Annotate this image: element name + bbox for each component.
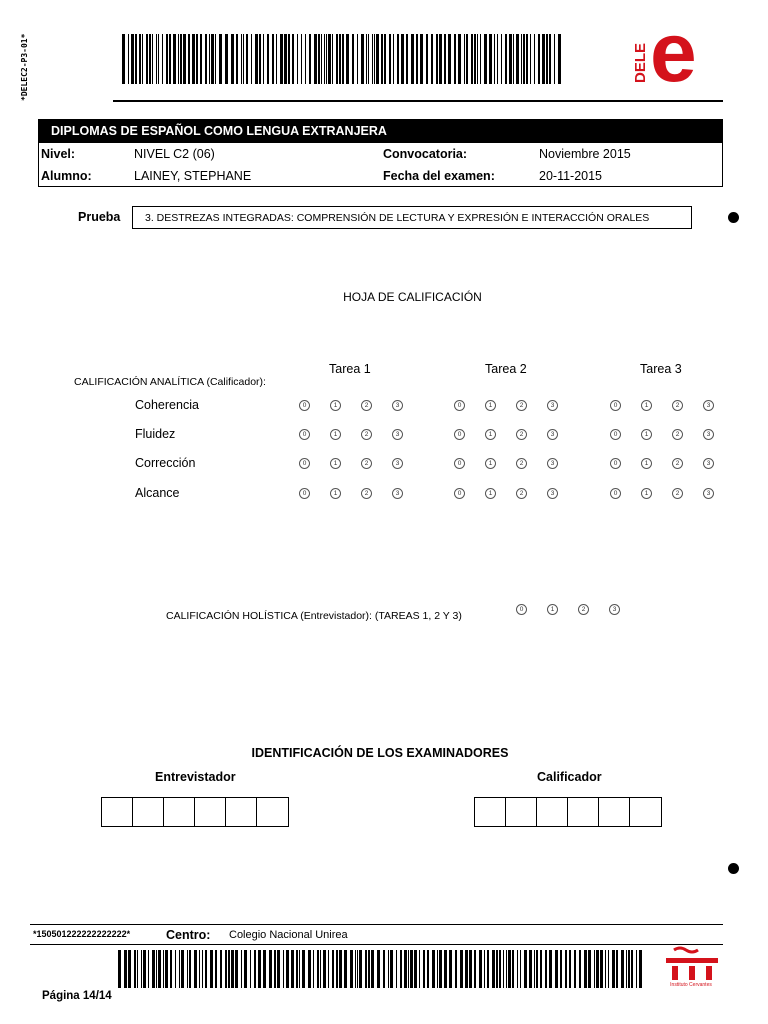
tarea-3-header: Tarea 3 <box>640 362 682 376</box>
info-table-title: DIPLOMAS DE ESPAÑOL COMO LENGUA EXTRANJERA <box>39 120 722 143</box>
score-bubble-t3-corrección-0[interactable]: 0 <box>610 458 621 469</box>
tarea-2-header: Tarea 2 <box>485 362 527 376</box>
score-bubble-t1-coherencia-2[interactable]: 2 <box>361 400 372 411</box>
calificador-id-boxes <box>474 797 662 827</box>
score-bubble-t3-coherencia-0[interactable]: 0 <box>610 400 621 411</box>
score-bubble-t3-fluidez-2[interactable]: 2 <box>672 429 683 440</box>
score-bubble-t3-corrección-1[interactable]: 1 <box>641 458 652 469</box>
score-bubble-t2-corrección-3[interactable]: 3 <box>547 458 558 469</box>
score-bubble-t1-coherencia-0[interactable]: 0 <box>299 400 310 411</box>
score-bubble-t1-fluidez-3[interactable]: 3 <box>392 429 403 440</box>
score-bubble-t1-fluidez-0[interactable]: 0 <box>299 429 310 440</box>
score-bubble-t1-alcance-3[interactable]: 3 <box>392 488 403 499</box>
alumno-value: LAINEY, STEPHANE <box>134 169 252 183</box>
score-bubble-t1-fluidez-1[interactable]: 1 <box>330 429 341 440</box>
id-box[interactable] <box>164 798 195 826</box>
score-bubble-t3-coherencia-3[interactable]: 3 <box>703 400 714 411</box>
centro-value: Colegio Nacional Unirea <box>229 929 348 941</box>
score-bubble-t1-corrección-2[interactable]: 2 <box>361 458 372 469</box>
score-bubble-t3-coherencia-1[interactable]: 1 <box>641 400 652 411</box>
score-bubble-t2-alcance-1[interactable]: 1 <box>485 488 496 499</box>
score-bubble-t1-alcance-0[interactable]: 0 <box>299 488 310 499</box>
page-number: Página 14/14 <box>42 990 112 1002</box>
score-bubble-t2-fluidez-0[interactable]: 0 <box>454 429 465 440</box>
holistic-bubble-3[interactable]: 3 <box>609 604 620 615</box>
score-bubble-t2-alcance-3[interactable]: 3 <box>547 488 558 499</box>
holistic-bubble-2[interactable]: 2 <box>578 604 589 615</box>
id-box[interactable] <box>257 798 288 826</box>
holistic-bubble-1[interactable]: 1 <box>547 604 558 615</box>
nivel-label: Nivel: <box>41 147 76 161</box>
id-box[interactable] <box>226 798 257 826</box>
id-box[interactable] <box>475 798 506 826</box>
prueba-label: Prueba <box>78 210 121 224</box>
score-bubble-t3-fluidez-1[interactable]: 1 <box>641 429 652 440</box>
score-bubble-t2-corrección-0[interactable]: 0 <box>454 458 465 469</box>
score-bubble-t1-alcance-1[interactable]: 1 <box>330 488 341 499</box>
score-bubble-t1-alcance-2[interactable]: 2 <box>361 488 372 499</box>
id-box[interactable] <box>133 798 164 826</box>
score-bubble-t2-coherencia-3[interactable]: 3 <box>547 400 558 411</box>
bottom-barcode <box>118 950 643 988</box>
vertical-form-code: *DELEC2-P3-01* <box>20 33 29 101</box>
header-rule <box>113 100 723 102</box>
score-bubble-t2-fluidez-3[interactable]: 3 <box>547 429 558 440</box>
sheet-title: HOJA DE CALIFICACIÓN <box>343 290 482 304</box>
id-box[interactable] <box>506 798 537 826</box>
id-box[interactable] <box>537 798 568 826</box>
score-bubble-t3-fluidez-0[interactable]: 0 <box>610 429 621 440</box>
score-bubble-t1-corrección-1[interactable]: 1 <box>330 458 341 469</box>
examiners-title: IDENTIFICACIÓN DE LOS EXAMINADORES <box>251 746 509 760</box>
score-bubble-t2-fluidez-2[interactable]: 2 <box>516 429 527 440</box>
criterion-fluidez: Fluidez <box>135 427 176 441</box>
tarea-1-header: Tarea 1 <box>329 362 371 376</box>
analitica-label: CALIFICACIÓN ANALÍTICA (Calificador): <box>74 376 266 388</box>
calificador-label: Calificador <box>537 770 602 784</box>
score-bubble-t2-corrección-2[interactable]: 2 <box>516 458 527 469</box>
score-bubble-t2-alcance-2[interactable]: 2 <box>516 488 527 499</box>
score-bubble-t1-fluidez-2[interactable]: 2 <box>361 429 372 440</box>
criterion-alcance: Alcance <box>135 486 180 500</box>
id-box[interactable] <box>195 798 226 826</box>
score-bubble-t3-alcance-1[interactable]: 1 <box>641 488 652 499</box>
prueba-value: 3. DESTREZAS INTEGRADAS: COMPRENSIÓN DE LECTURA Y EXPRESIÓN E INTERACCIÓN ORALES <box>132 206 692 229</box>
score-bubble-t2-coherencia-0[interactable]: 0 <box>454 400 465 411</box>
criterion-correccion: Corrección <box>135 456 196 470</box>
score-bubble-t3-alcance-2[interactable]: 2 <box>672 488 683 499</box>
info-row-nivel <box>39 143 722 165</box>
score-bubble-t1-corrección-0[interactable]: 0 <box>299 458 310 469</box>
score-bubble-t2-corrección-1[interactable]: 1 <box>485 458 496 469</box>
registration-mark-top <box>728 212 739 223</box>
id-box[interactable] <box>102 798 133 826</box>
entrevistador-id-boxes <box>101 797 289 827</box>
fecha-label: Fecha del examen: <box>383 169 495 183</box>
info-row-alumno <box>39 165 722 187</box>
footer-rule-top <box>30 924 723 925</box>
holistica-label: CALIFICACIÓN HOLÍSTICA (Entrevistador): (TAREAS 1, 2 Y 3) <box>166 610 462 622</box>
centro-label: Centro: <box>166 928 211 942</box>
dele-logo-e: e <box>650 5 697 99</box>
score-bubble-t3-alcance-0[interactable]: 0 <box>610 488 621 499</box>
score-bubble-t1-coherencia-3[interactable]: 3 <box>392 400 403 411</box>
score-bubble-t2-coherencia-1[interactable]: 1 <box>485 400 496 411</box>
id-box[interactable] <box>599 798 630 826</box>
convocatoria-label: Convocatoria: <box>383 147 468 161</box>
alumno-label: Alumno: <box>41 169 92 183</box>
holistic-bubble-0[interactable]: 0 <box>516 604 527 615</box>
score-bubble-t3-corrección-2[interactable]: 2 <box>672 458 683 469</box>
exam-info-table <box>38 119 723 187</box>
score-bubble-t1-coherencia-1[interactable]: 1 <box>330 400 341 411</box>
footer-code: *150501222222222222* <box>33 929 131 939</box>
score-bubble-t3-fluidez-3[interactable]: 3 <box>703 429 714 440</box>
criterion-coherencia: Coherencia <box>135 398 199 412</box>
registration-mark-bottom <box>728 863 739 874</box>
dele-logo-text: DELE <box>632 43 649 84</box>
score-bubble-t2-fluidez-1[interactable]: 1 <box>485 429 496 440</box>
id-box[interactable] <box>568 798 599 826</box>
id-box[interactable] <box>630 798 661 826</box>
score-bubble-t3-alcance-3[interactable]: 3 <box>703 488 714 499</box>
instituto-cervantes-text: Instituto Cervantes <box>670 982 712 988</box>
fecha-value: 20-11-2015 <box>539 169 603 183</box>
score-bubble-t1-corrección-3[interactable]: 3 <box>392 458 403 469</box>
score-bubble-t2-alcance-0[interactable]: 0 <box>454 488 465 499</box>
score-bubble-t2-coherencia-2[interactable]: 2 <box>516 400 527 411</box>
score-bubble-t3-coherencia-2[interactable]: 2 <box>672 400 683 411</box>
footer-rule-bottom <box>30 944 723 945</box>
entrevistador-label: Entrevistador <box>155 770 236 784</box>
top-barcode <box>122 34 562 84</box>
convocatoria-value: Noviembre 2015 <box>539 147 631 161</box>
nivel-value: NIVEL C2 (06) <box>134 147 215 161</box>
score-bubble-t3-corrección-3[interactable]: 3 <box>703 458 714 469</box>
